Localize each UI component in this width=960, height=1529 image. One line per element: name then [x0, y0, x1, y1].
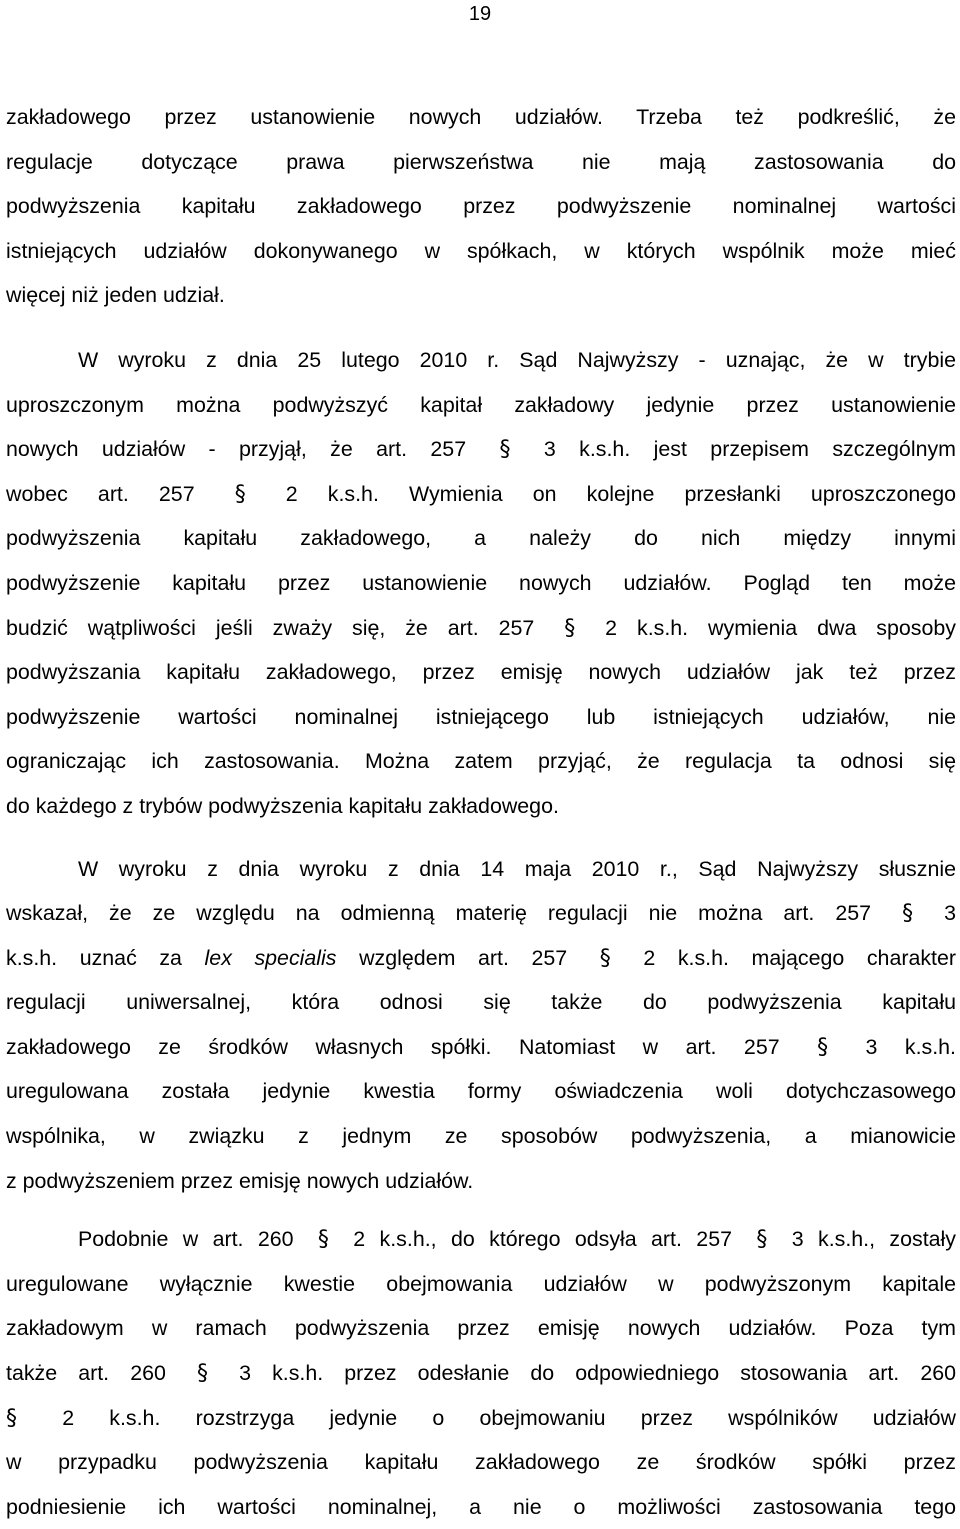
- text-line: [6, 1025, 956, 1070]
- text-segment: wskazał, że ze względu na odmienną materię regulacji nie można art. 257: [6, 901, 872, 926]
- section-sign: §: [6, 1405, 17, 1431]
- text-line: podwyższenia kapitału zakładowego, a należy do nich między innymi: [6, 526, 956, 551]
- text-line: zakładowym w ramach podwyższenia przez emisję nowych udziałów. Poza tym: [6, 1316, 956, 1341]
- text-line: w przypadku podwyższenia kapitału zakładowego ze środków spółki przez: [6, 1450, 956, 1475]
- text-segment: 3 k.s.h.: [865, 1034, 956, 1059]
- text-line: podwyższania kapitału zakładowego, przez emisję nowych udziałów jak też przez: [6, 660, 956, 685]
- section-sign: §: [197, 1361, 208, 1387]
- text-line: [6, 1396, 956, 1441]
- text-segment: względem art. 257: [359, 945, 568, 970]
- text-line: uproszczonym można podwyższyć kapitał zakładowy jedynie przez ustanowienie: [6, 392, 956, 417]
- text-line: z podwyższeniem przez emisję nowych udziałów.: [6, 1168, 474, 1193]
- text-line: uregulowana została jedynie kwestia formy oświadczenia woli dotychczasowego: [6, 1079, 956, 1104]
- text-line: W wyroku z dnia wyroku z dnia 14 maja 2010 r., Sąd Najwyższy słusznie: [78, 856, 956, 881]
- paragraph-4: [6, 1217, 956, 1529]
- section-sign: §: [317, 1227, 329, 1253]
- text-line: podniesienie ich wartości nominalnej, a nie o możliwości zastosowania tego: [6, 1494, 956, 1519]
- text-line: [6, 606, 956, 651]
- text-line: więcej niż jeden udział.: [6, 283, 225, 308]
- text-line: [6, 472, 956, 517]
- document-body: [6, 95, 956, 1529]
- text-segment: 2 k.s.h. mającego charakter: [643, 945, 957, 970]
- text-line: podwyższenie wartości nominalnej istniejącego lub istniejących udziałów, nie: [6, 704, 956, 729]
- text-line: regulacje dotyczące prawa pierwszeństwa nie mają zastosowania do: [6, 149, 956, 174]
- text-line: regulacji uniwersalnej, która odnosi się także do podwyższenia kapitału: [6, 990, 956, 1015]
- text-line: W wyroku z dnia 25 lutego 2010 r. Sąd Najwyższy - uznając, że w trybie: [78, 347, 956, 372]
- section-sign: §: [756, 1227, 768, 1253]
- text-line: podwyższenie kapitału przez ustanowienie nowych udziałów. Pogląd ten może: [6, 570, 956, 595]
- text-line: [6, 1351, 956, 1396]
- text-line: [6, 891, 956, 936]
- text-line: wspólnika, w związku z jednym ze sposobów podwyższenia, a mianowicie: [6, 1124, 956, 1149]
- text-segment: 2 k.s.h., do którego odsyła art. 257: [353, 1227, 732, 1252]
- text-segment: także art. 260: [6, 1361, 166, 1386]
- text-line: do każdego z trybów podwyższenia kapitału zakładowego.: [6, 793, 559, 818]
- text-line: [6, 427, 956, 472]
- text-line: [6, 1217, 956, 1262]
- text-segment: 3 k.s.h. jest przepisem szczególnym: [543, 437, 956, 462]
- text-segment: k.s.h. uznać za: [6, 945, 182, 970]
- section-sign: §: [234, 481, 246, 507]
- text-line: podwyższenia kapitału zakładowego przez podwyższenie nominalnej wartości: [6, 194, 956, 219]
- text-segment: 2 k.s.h. Wymienia on kolejne przesłanki uproszczonego: [285, 481, 956, 506]
- text-line: istniejących udziałów dokonywanego w spółkach, w których wspólnik może mieć: [6, 238, 956, 263]
- text-segment: 3 k.s.h., zostały: [791, 1227, 956, 1252]
- section-sign: §: [817, 1034, 829, 1060]
- text-segment: wobec art. 257: [6, 481, 195, 506]
- section-sign: §: [564, 615, 576, 641]
- paragraph-3: [6, 847, 956, 1204]
- section-sign: §: [499, 437, 511, 463]
- text-segment: 3: [944, 901, 956, 926]
- italic-term: lex specialis: [204, 945, 337, 970]
- paragraph-1: [6, 95, 956, 318]
- section-sign: §: [902, 901, 914, 927]
- text-segment: nowych udziałów - przyjął, że art. 257: [6, 437, 467, 462]
- page-number: 19: [468, 3, 492, 25]
- text-line: [6, 936, 956, 981]
- text-segment: zakładowego ze środków własnych spółki. Natomiast w art. 257: [6, 1034, 780, 1059]
- text-segment: 2 k.s.h. rozstrzyga jedynie o obejmowaniu przez wspólników udziałów: [62, 1405, 956, 1430]
- text-segment: 2 k.s.h. wymienia dwa sposoby: [605, 615, 956, 640]
- paragraph-2: [6, 338, 956, 829]
- text-segment: budzić wątpliwości jeśli zważy się, że art. 257: [6, 615, 535, 640]
- text-line: zakładowego przez ustanowienie nowych udziałów. Trzeba też podkreślić, że: [6, 105, 956, 129]
- text-segment: 3 k.s.h. przez odesłanie do odpowiedniego stosowania art. 260: [239, 1361, 957, 1386]
- text-line: uregulowane wyłącznie kwestie obejmowania udziałów w podwyższonym kapitale: [6, 1271, 956, 1296]
- section-sign: §: [599, 945, 611, 971]
- text-line: ograniczając ich zastosowania. Można zatem przyjąć, że regulacja ta odnosi się: [6, 749, 956, 774]
- text-segment: Podobnie w art. 260: [78, 1227, 294, 1252]
